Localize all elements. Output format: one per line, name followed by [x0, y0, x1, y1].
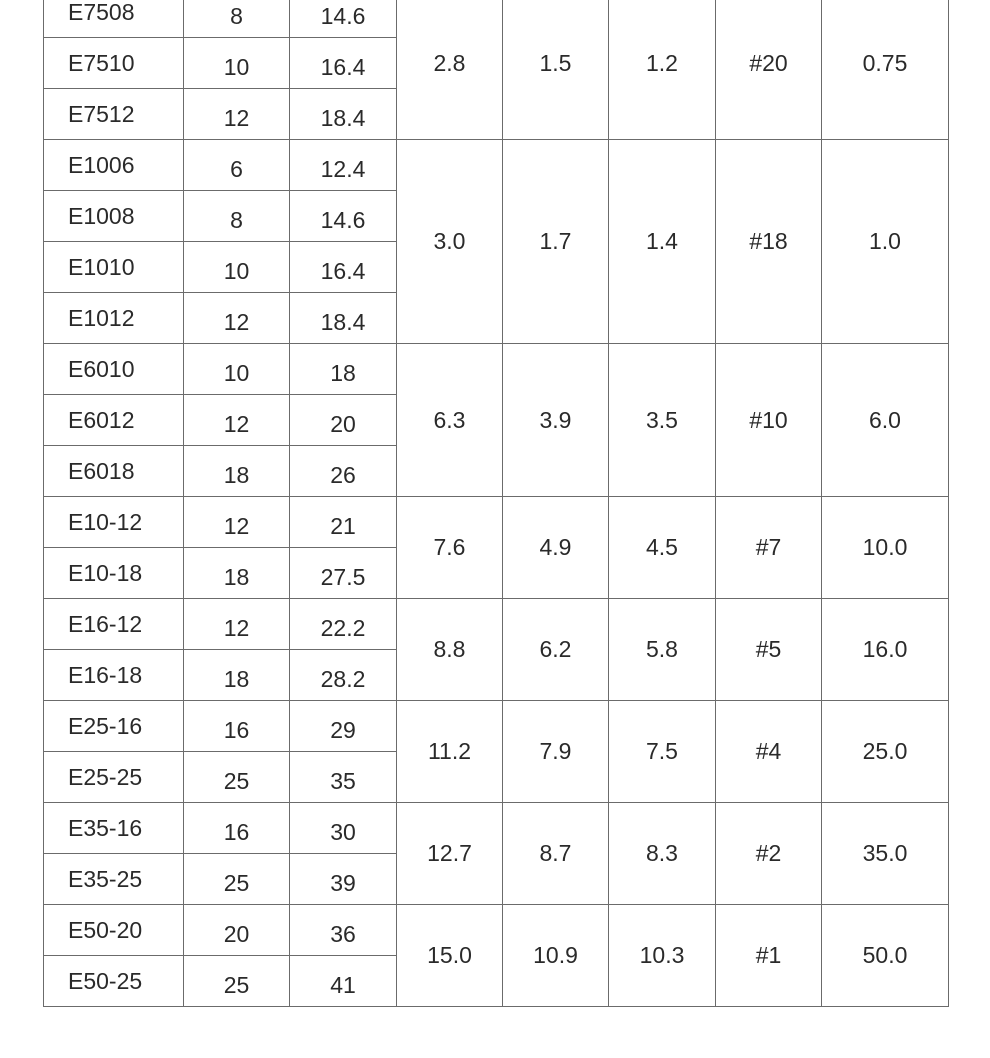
- dimension-c-cell-value: 1.2: [646, 49, 678, 76]
- model-cell: E6010: [44, 344, 184, 395]
- dimension-c-cell-value: 8.3: [646, 840, 678, 866]
- cross-section-cell: [822, 803, 949, 905]
- wire-gauge-cell: [716, 0, 822, 140]
- dimension-a-cell-value: 3.0: [433, 228, 466, 254]
- dimension-c-cell: [609, 905, 716, 1007]
- table-row: [44, 905, 949, 956]
- dimension-c-cell-value: 5.8: [646, 636, 678, 662]
- cross-section-cell: [822, 0, 949, 140]
- model-cell: E35-16: [44, 803, 184, 854]
- dimension-b-cell: [503, 344, 609, 497]
- dimension-a-cell: [397, 905, 503, 1007]
- dimension-c-cell-value: 1.4: [646, 228, 678, 254]
- cross-section-cell-value: 16.0: [862, 636, 908, 662]
- cross-section-cell: [822, 140, 949, 344]
- cross-section-cell-value: 25.0: [862, 738, 908, 764]
- table-row: [44, 701, 949, 752]
- wire-gauge-cell: [716, 140, 822, 344]
- dimension-a-cell: [397, 803, 503, 905]
- dimension-c-cell-value: 4.5: [646, 534, 678, 560]
- model-cell: E1008: [44, 191, 184, 242]
- model-cell: E50-25: [44, 956, 184, 1007]
- wire-gauge-cell-value: #18: [749, 228, 788, 254]
- length-a-cell: 16: [184, 803, 290, 854]
- dimension-c-cell-value: 3.5: [646, 406, 678, 433]
- dimension-a-cell-value: 15.0: [427, 942, 472, 968]
- dimension-c-cell: [609, 140, 716, 344]
- dimension-c-cell: [609, 803, 716, 905]
- length-b-cell: 18: [290, 344, 397, 395]
- dimension-a-cell-value: 12.7: [427, 840, 472, 866]
- dimension-b-cell: [503, 0, 609, 140]
- dimension-a-cell-value: 11.2: [427, 738, 472, 764]
- model-cell: E7512: [44, 89, 184, 140]
- cross-section-cell-value: 10.0: [862, 534, 908, 560]
- length-a-cell: 8: [184, 0, 290, 38]
- wire-gauge-cell: [716, 701, 822, 803]
- length-b-cell: 16.4: [290, 38, 397, 89]
- wire-gauge-cell-value: #7: [755, 534, 782, 560]
- dimension-c-cell: [609, 497, 716, 599]
- dimension-a-cell: [397, 599, 503, 701]
- wire-gauge-cell-value: #10: [749, 406, 788, 433]
- spec-table: [43, 0, 949, 1007]
- dimension-a-cell: [397, 140, 503, 344]
- table-row: [44, 344, 949, 395]
- length-a-cell: 16: [184, 701, 290, 752]
- length-b-cell: 20: [290, 395, 397, 446]
- length-b-cell: 26: [290, 446, 397, 497]
- dimension-b-cell: [503, 497, 609, 599]
- dimension-a-cell-value: 8.8: [433, 636, 466, 662]
- length-b-cell: 35: [290, 752, 397, 803]
- dimension-a-cell: [397, 0, 503, 140]
- model-cell: E1010: [44, 242, 184, 293]
- cross-section-cell: [822, 701, 949, 803]
- spec-table-body: [44, 0, 949, 1007]
- dimension-a-cell: [397, 344, 503, 497]
- dimension-b-cell: [503, 701, 609, 803]
- model-cell: E7508: [44, 0, 184, 38]
- model-cell: E7510: [44, 38, 184, 89]
- cross-section-cell-value: 35.0: [862, 840, 908, 866]
- wire-gauge-cell-value: #5: [755, 636, 782, 662]
- wire-gauge-cell: [716, 599, 822, 701]
- dimension-c-cell: [609, 0, 716, 140]
- length-a-cell: 10: [184, 344, 290, 395]
- model-cell: E1006: [44, 140, 184, 191]
- length-a-cell: 12: [184, 599, 290, 650]
- length-b-cell: 14.6: [290, 0, 397, 38]
- cross-section-cell-value: 50.0: [862, 942, 908, 968]
- length-a-cell: 8: [184, 191, 290, 242]
- model-cell: E16-12: [44, 599, 184, 650]
- length-b-cell: 18.4: [290, 89, 397, 140]
- wire-gauge-cell-value: #2: [755, 840, 782, 866]
- model-cell: E16-18: [44, 650, 184, 701]
- length-b-cell: 28.2: [290, 650, 397, 701]
- dimension-c-cell: [609, 344, 716, 497]
- dimension-c-cell: [609, 701, 716, 803]
- length-b-cell: 27.5: [290, 548, 397, 599]
- cross-section-cell-value: 0.75: [862, 49, 908, 76]
- length-a-cell: 20: [184, 905, 290, 956]
- length-a-cell: 25: [184, 854, 290, 905]
- wire-gauge-cell-value: #4: [755, 738, 782, 764]
- dimension-b-cell-value: 3.9: [539, 406, 572, 433]
- model-cell: E1012: [44, 293, 184, 344]
- dimension-a-cell-value: 6.3: [433, 406, 466, 433]
- dimension-a-cell: [397, 701, 503, 803]
- length-b-cell: 36: [290, 905, 397, 956]
- dimension-a-cell: [397, 497, 503, 599]
- length-a-cell: 12: [184, 293, 290, 344]
- table-row: [44, 0, 949, 38]
- length-a-cell: 12: [184, 395, 290, 446]
- length-b-cell: 29: [290, 701, 397, 752]
- wire-gauge-cell: [716, 497, 822, 599]
- dimension-b-cell: [503, 140, 609, 344]
- dimension-c-cell: [609, 599, 716, 701]
- cross-section-cell: [822, 599, 949, 701]
- dimension-b-cell: [503, 905, 609, 1007]
- length-a-cell: 25: [184, 956, 290, 1007]
- model-cell: E25-25: [44, 752, 184, 803]
- wire-gauge-cell-value: #1: [755, 942, 782, 968]
- dimension-b-cell: [503, 599, 609, 701]
- cross-section-cell-value: 6.0: [869, 406, 901, 433]
- cross-section-cell: [822, 344, 949, 497]
- model-cell: E10-18: [44, 548, 184, 599]
- table-row: [44, 140, 949, 191]
- length-a-cell: 10: [184, 242, 290, 293]
- length-a-cell: 6: [184, 140, 290, 191]
- length-a-cell: 12: [184, 89, 290, 140]
- length-a-cell: 18: [184, 446, 290, 497]
- wire-gauge-cell: [716, 905, 822, 1007]
- dimension-b-cell-value: 1.7: [539, 228, 572, 254]
- wire-gauge-cell: [716, 344, 822, 497]
- wire-gauge-cell-value: #20: [749, 49, 788, 76]
- model-cell: E50-20: [44, 905, 184, 956]
- dimension-b-cell-value: 8.7: [539, 840, 572, 866]
- cross-section-cell: [822, 497, 949, 599]
- length-b-cell: 21: [290, 497, 397, 548]
- length-a-cell: 12: [184, 497, 290, 548]
- wire-gauge-cell: [716, 803, 822, 905]
- table-row: [44, 803, 949, 854]
- length-b-cell: 14.6: [290, 191, 397, 242]
- dimension-c-cell-value: 10.3: [639, 942, 685, 968]
- dimension-b-cell-value: 4.9: [539, 534, 572, 560]
- length-b-cell: 18.4: [290, 293, 397, 344]
- model-cell: E35-25: [44, 854, 184, 905]
- length-b-cell: 41: [290, 956, 397, 1007]
- dimension-b-cell: [503, 803, 609, 905]
- length-a-cell: 18: [184, 548, 290, 599]
- dimension-b-cell-value: 7.9: [539, 738, 572, 764]
- dimension-b-cell-value: 6.2: [539, 636, 572, 662]
- cross-section-cell-value: 1.0: [869, 228, 901, 254]
- dimension-b-cell-value: 10.9: [533, 942, 578, 968]
- table-row: [44, 497, 949, 548]
- dimension-a-cell-value: 7.6: [433, 534, 466, 560]
- model-cell: E6018: [44, 446, 184, 497]
- length-b-cell: 39: [290, 854, 397, 905]
- length-a-cell: 18: [184, 650, 290, 701]
- length-b-cell: 16.4: [290, 242, 397, 293]
- length-b-cell: 12.4: [290, 140, 397, 191]
- length-b-cell: 30: [290, 803, 397, 854]
- length-b-cell: 22.2: [290, 599, 397, 650]
- dimension-a-cell-value: 2.8: [433, 49, 466, 76]
- length-a-cell: 25: [184, 752, 290, 803]
- cross-section-cell: [822, 905, 949, 1007]
- model-cell: E25-16: [44, 701, 184, 752]
- model-cell: E10-12: [44, 497, 184, 548]
- model-cell: E6012: [44, 395, 184, 446]
- table-row: [44, 599, 949, 650]
- length-a-cell: 10: [184, 38, 290, 89]
- dimension-b-cell-value: 1.5: [539, 49, 572, 76]
- dimension-c-cell-value: 7.5: [646, 738, 678, 764]
